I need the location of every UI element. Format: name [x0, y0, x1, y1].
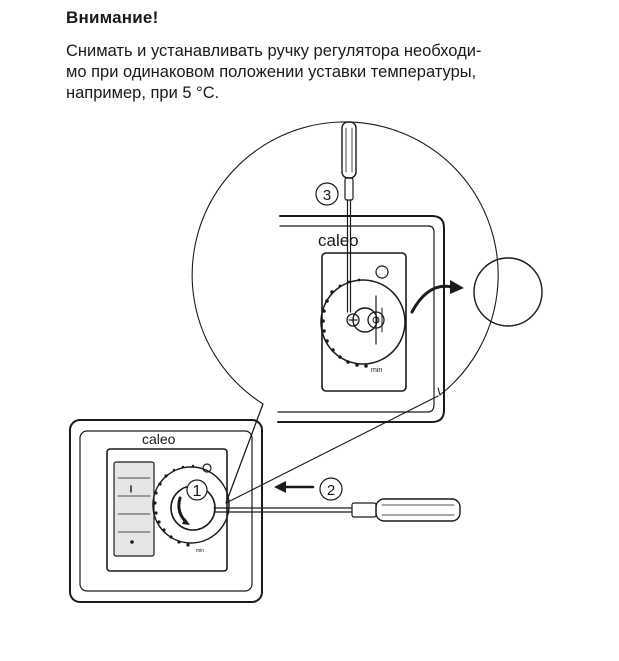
zoomed-frame-inner	[278, 226, 434, 412]
warning-line-2: мо при одинаковом положении уставки температуры,	[66, 63, 477, 81]
dial-min-label-small: min	[196, 548, 205, 554]
brand-logo-partial: caleo	[318, 231, 359, 250]
thermostat-unit	[70, 420, 262, 602]
removal-arrow-icon	[412, 286, 452, 312]
warning-text	[66, 41, 596, 104]
zoomed-indicator-led	[376, 266, 388, 278]
step-marker-3	[316, 183, 338, 205]
thermostat-knob-removal-illustration	[0, 110, 619, 661]
zoomed-thermostat	[278, 216, 444, 422]
step-marker-2	[320, 478, 342, 500]
step-label-3: 3	[322, 187, 332, 204]
step-marker-1	[187, 480, 207, 500]
zoomed-front-panel	[322, 253, 406, 391]
removed-knob	[474, 258, 542, 326]
screwdriver-horizontal	[214, 499, 460, 521]
warning-title: Внимание!	[66, 8, 159, 27]
dial-min-label: min	[371, 367, 383, 374]
step-label-1: 1	[192, 483, 202, 500]
thermostat-display-window	[114, 462, 154, 556]
dial-scale-dots-large	[321, 279, 368, 368]
warning-line-1: Снимать и устанавливать ручку регулятора необходи-	[66, 42, 482, 60]
brand-logo-large: caleo	[142, 431, 176, 447]
thermostat-frame-outer	[70, 420, 262, 602]
warning-line-3: например, при 5 °С.	[66, 84, 220, 102]
step-label-2: 2	[326, 482, 336, 499]
pull-arrow-icon	[274, 481, 286, 493]
